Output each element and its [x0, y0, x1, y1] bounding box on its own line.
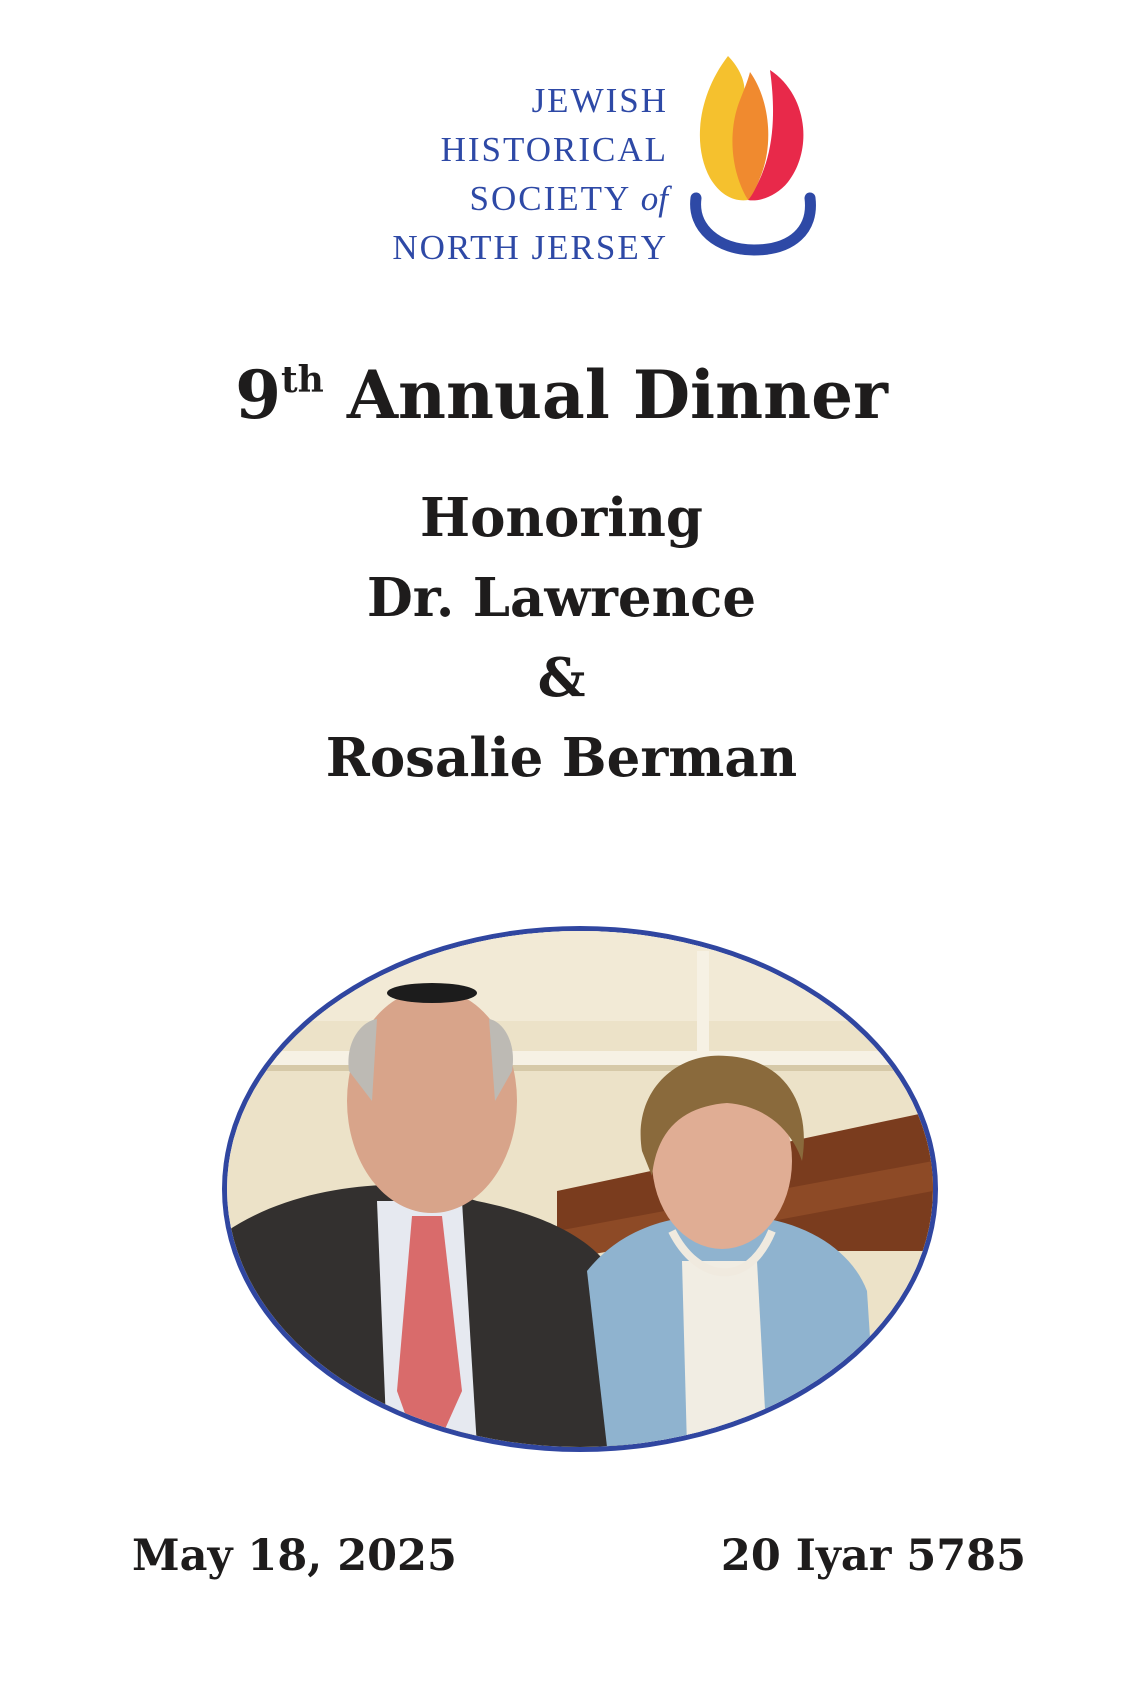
flame-bowl-icon	[688, 50, 818, 265]
society-logo	[340, 50, 820, 270]
honoring-label: Honoring	[420, 487, 703, 549]
bowl-shape	[696, 198, 811, 250]
ampersand: &	[537, 647, 586, 709]
honorees-block	[0, 478, 1123, 798]
logo-line-1: JEWISH	[531, 81, 668, 120]
logo-line-3-word: SOCIETY	[469, 179, 631, 218]
honoree-name-2: Rosalie Berman	[325, 727, 798, 789]
title-ordinal: th	[281, 359, 324, 401]
logo-line-3	[392, 174, 668, 223]
title-text: Annual Dinner	[346, 356, 888, 434]
date-hebrew: 20 Iyar 5785	[720, 1531, 1026, 1581]
honorees-photo	[222, 926, 938, 1452]
honoree-name-1: Dr. Lawrence	[366, 567, 757, 629]
logo-wordmark	[392, 76, 668, 272]
logo-of: of	[640, 179, 668, 218]
event-title	[0, 355, 1123, 435]
logo-line-4: NORTH JERSEY	[392, 228, 668, 267]
date-gregorian: May 18, 2025	[132, 1531, 457, 1581]
title-number: 9	[235, 356, 282, 434]
photo-illustration	[227, 931, 933, 1447]
logo-line-2: HISTORICAL	[440, 130, 668, 169]
